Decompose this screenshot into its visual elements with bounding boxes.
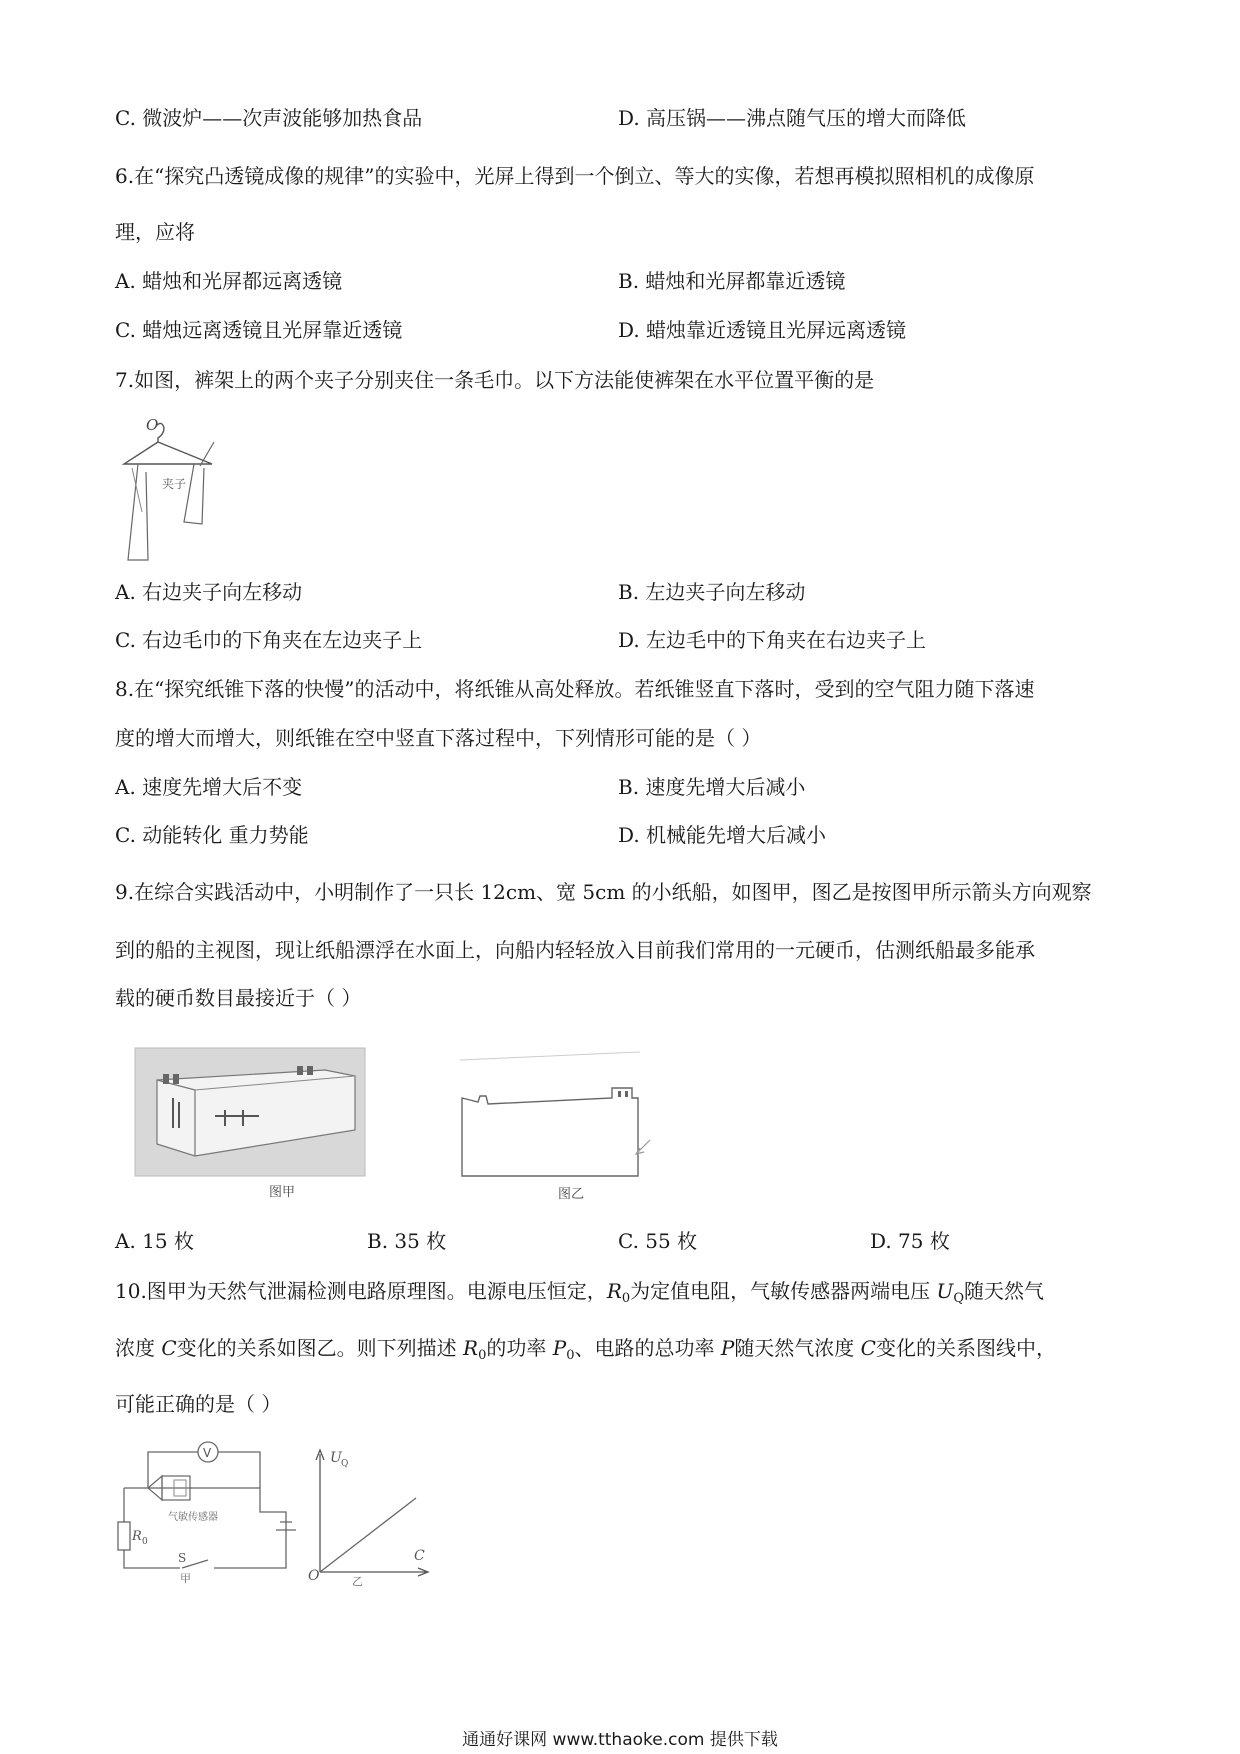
q6-stem-line-2: 理，应将: [115, 220, 195, 244]
q9-stem-line-1: 9.在综合实践活动中，小明制作了一只长 12cm、宽 5cm 的小纸船，如图甲，图乙是按图甲所示箭头方向观察: [115, 880, 1092, 904]
q9-option-c: C. 55 枚: [618, 1229, 698, 1253]
q10-text: 10.图甲为天然气泄漏检测电路原理图。电源电压恒定，: [115, 1279, 607, 1303]
q10-text: 变化的关系图线中，: [875, 1336, 1056, 1360]
symbol-u: U: [936, 1279, 954, 1303]
q10-stem-line-2: [115, 1336, 1056, 1368]
symbol-p: P: [720, 1336, 735, 1360]
q6-stem-line-1: 6.在“探究凸透镜成像的规律”的实验中，光屏上得到一个倒立、等大的实像，若想再模拟照相机的成像原: [115, 164, 1035, 188]
hanger-label-clip: 夹子: [162, 477, 187, 491]
hanger-label-o: O: [146, 416, 159, 434]
fig-yi-label: 图乙: [558, 1187, 585, 1202]
symbol-c: C: [860, 1336, 876, 1360]
q10-text: 随天然气浓度: [734, 1336, 861, 1360]
q9-option-d: D. 75 枚: [870, 1229, 950, 1253]
q7-option-d: D. 左边毛中的下角夹在右边夹子上: [618, 628, 927, 652]
q10-stem-line-1: [115, 1279, 1044, 1311]
q7-option-a: A. 右边夹子向左移动: [115, 580, 303, 604]
boat-photo-figure: [135, 1040, 370, 1200]
q10-text: 的功率: [486, 1336, 553, 1360]
uq-graph-figure: [308, 1440, 435, 1588]
subscript-0: 0: [621, 1291, 631, 1306]
symbol-r: R: [606, 1279, 622, 1303]
q9-option-b: B. 35 枚: [367, 1229, 447, 1253]
boat-front-view-figure: [450, 1048, 650, 1208]
voltmeter-label: V: [203, 1446, 212, 1460]
q10-text: 随天然气: [964, 1279, 1045, 1303]
uq-axis-subscript: Q: [341, 1459, 349, 1469]
q10-stem-line-3: 可能正确的是（ ）: [115, 1392, 282, 1416]
symbol-c: C: [161, 1336, 177, 1360]
q6-option-a: A. 蜡烛和光屏都远离透镜: [115, 269, 343, 293]
q7-option-c: C. 右边毛巾的下角夹在左边夹子上: [115, 628, 423, 652]
q8-option-a: A. 速度先增大后不变: [115, 775, 303, 799]
q5-option-d: D. 高压锅——沸点随气压的增大而降低: [618, 106, 967, 130]
r0-subscript: 0: [142, 1537, 148, 1547]
fig-jia-label: 甲: [180, 1572, 191, 1585]
symbol-p: P: [552, 1336, 567, 1360]
fig-jia-label: 图甲: [269, 1185, 296, 1200]
switch-label: S: [178, 1551, 187, 1565]
c-axis-label: C: [414, 1548, 425, 1564]
q8-option-c: C. 动能转化 重力势能: [115, 823, 309, 847]
q5-option-c: C. 微波炉——次声波能够加热食品: [115, 106, 423, 130]
q8-stem-line-2: 度的增大而增大，则纸锥在空中竖直下落过程中，下列情形可能的是（ ）: [115, 726, 762, 750]
subscript-q: Q: [953, 1291, 965, 1306]
q9-option-a: A. 15 枚: [115, 1229, 194, 1253]
q8-stem-line-1: 8.在“探究纸锥下落的快慢”的活动中，将纸锥从高处释放。若纸锥竖直下落时，受到的空气阻力随下落速: [115, 677, 1035, 701]
origin-label: O: [308, 1568, 320, 1584]
fig-yi-label: 乙: [352, 1575, 363, 1588]
q10-text: 浓度: [115, 1336, 162, 1360]
q7-stem: 7.如图，裤架上的两个夹子分别夹住一条毛巾。以下方法能使裤架在水平位置平衡的是: [115, 368, 875, 392]
hanger-figure: [118, 412, 228, 562]
uq-axis-label: U: [330, 1450, 342, 1466]
q10-text: 变化的关系如图乙。则下列描述: [176, 1336, 464, 1360]
q9-stem-line-2: 到的船的主视图，现让纸船漂浮在水面上，向船内轻轻放入目前我们常用的一元硬币，估测纸船最多能承: [115, 938, 1035, 962]
q10-text: 、电路的总功率: [574, 1336, 721, 1360]
subscript-0: 0: [478, 1348, 487, 1363]
page-footer: 通通好课网 www.tthaoke.com 提供下载: [462, 1730, 778, 1750]
q7-option-b: B. 左边夹子向左移动: [618, 580, 806, 604]
sensor-label: 气敏传感器: [168, 1512, 218, 1523]
q8-option-d: D. 机械能先增大后减小: [618, 823, 827, 847]
q6-option-b: B. 蜡烛和光屏都靠近透镜: [618, 269, 846, 293]
q8-option-b: B. 速度先增大后减小: [618, 775, 806, 799]
q6-option-d: D. 蜡烛靠近透镜且光屏远离透镜: [618, 318, 907, 342]
circuit-diagram-figure: [118, 1440, 298, 1585]
r0-label: R: [132, 1529, 142, 1544]
symbol-r: R: [463, 1336, 479, 1360]
q6-option-c: C. 蜡烛远离透镜且光屏靠近透镜: [115, 318, 403, 342]
q9-stem-line-3: 载的硬币数目最接近于（ ）: [115, 986, 362, 1010]
q10-text: 为定值电阻，气敏传感器两端电压: [630, 1279, 937, 1303]
subscript-0: 0: [566, 1348, 575, 1363]
